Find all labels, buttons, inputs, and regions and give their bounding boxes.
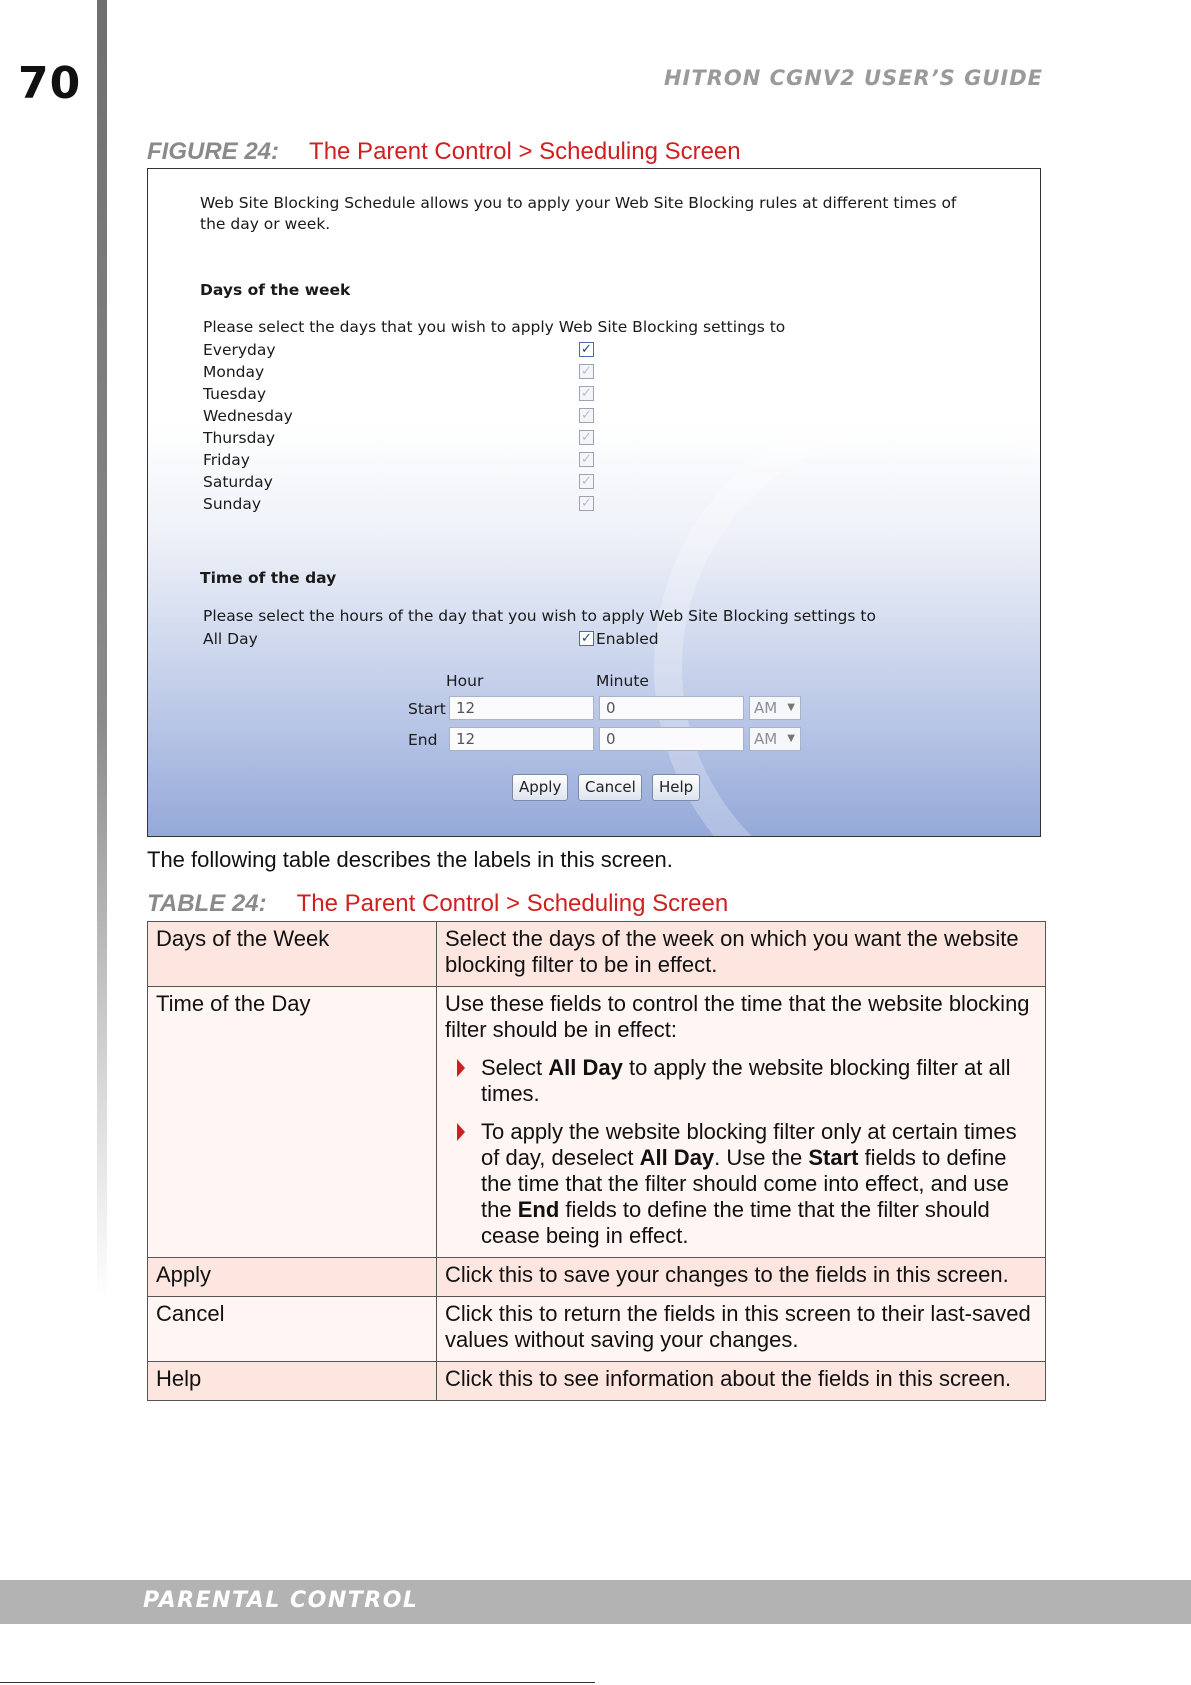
row-label: Apply — [148, 1258, 437, 1297]
row-label: Cancel — [148, 1297, 437, 1362]
days-instruction: Please select the days that you wish to apply Web Site Blocking settings to — [203, 318, 786, 336]
day-row-friday — [203, 449, 592, 471]
all-day-row — [203, 628, 659, 650]
days-heading: Days of the week — [200, 281, 351, 299]
day-row-saturday — [203, 471, 592, 493]
bullet-bold-text: Start — [808, 1145, 859, 1170]
bullet-text: To apply the website blocking filter only at certain times of day, deselect — [481, 1119, 1017, 1170]
everyday-checkbox[interactable]: ✓ — [579, 342, 594, 357]
day-label: Saturday — [203, 473, 273, 491]
day-label: Sunday — [203, 495, 261, 513]
table-row — [148, 922, 1046, 987]
thursday-checkbox[interactable]: ✓ — [579, 430, 594, 445]
wednesday-checkbox[interactable]: ✓ — [579, 408, 594, 423]
day-row-thursday — [203, 427, 592, 449]
table-row — [148, 1297, 1046, 1362]
bullet-bold-text: End — [517, 1197, 560, 1222]
day-row-wednesday — [203, 405, 592, 427]
all-day-label: All Day — [203, 630, 258, 648]
figure-caption — [147, 138, 741, 166]
all-day-enabled-checkbox[interactable]: ✓ — [579, 631, 594, 646]
table-caption — [147, 890, 728, 918]
enabled-label: Enabled — [596, 630, 659, 648]
bullet-item — [445, 1055, 1037, 1107]
sunday-checkbox[interactable]: ✓ — [579, 496, 594, 511]
day-label: Monday — [203, 363, 265, 381]
day-label: Thursday — [203, 429, 276, 447]
bullet-arrow-icon — [457, 1123, 465, 1141]
running-header: HITRON CGNV2 USER’S GUIDE — [663, 66, 1043, 90]
day-row-everyday — [203, 339, 592, 361]
row-label: Days of the Week — [148, 922, 437, 987]
hour-header: Hour — [446, 672, 484, 690]
start-ampm-value: AM — [754, 699, 778, 717]
start-ampm-select[interactable] — [749, 696, 801, 720]
bullet-item — [445, 1119, 1037, 1249]
schedule-intro-text: Web Site Blocking Schedule allows you to apply your Web Site Blocking rules at different times of the day or week. — [200, 194, 957, 233]
day-label: Wednesday — [203, 407, 293, 425]
day-row-tuesday — [203, 383, 592, 405]
help-button[interactable]: Help — [652, 774, 700, 801]
footer-rule — [0, 1682, 595, 1683]
day-label: Friday — [203, 451, 250, 469]
row-description: Select the days of the week on which you want the website blocking filter to be in effect. — [437, 922, 1046, 987]
bullet-text: fields to define the time that the filter should cease being in effect. — [481, 1197, 990, 1248]
start-hour-input[interactable]: 12 — [449, 696, 594, 720]
row-label: Help — [148, 1362, 437, 1401]
row-description-intro: Use these fields to control the time that the website blocking filter should be in effect: — [445, 991, 1030, 1042]
row-description: Click this to return the fields in this screen to their last-saved values without saving your changes. — [437, 1297, 1046, 1362]
chevron-down-icon: ▼ — [787, 733, 795, 744]
bullet-bold-text: All Day — [548, 1055, 623, 1080]
chevron-down-icon: ▼ — [787, 702, 795, 713]
end-ampm-select[interactable] — [749, 727, 801, 751]
page-number: 70 — [18, 58, 82, 109]
bullet-text: fields to define the time that the filter should come into effect, and use the — [481, 1145, 1009, 1222]
row-description — [437, 987, 1046, 1258]
day-label: Tuesday — [203, 385, 267, 403]
side-bar-decoration — [97, 0, 107, 1300]
end-ampm-value: AM — [754, 730, 778, 748]
cancel-button[interactable]: Cancel — [578, 774, 642, 801]
day-row-sunday — [203, 493, 592, 515]
figure-title: The Parent Control > Scheduling Screen — [309, 138, 741, 165]
scheduling-screenshot — [147, 168, 1041, 837]
row-description: Click this to see information about the fields in this screen. — [437, 1362, 1046, 1401]
end-hour-input[interactable]: 12 — [449, 727, 594, 751]
table-row — [148, 1258, 1046, 1297]
table-number: TABLE 24: — [147, 890, 267, 917]
apply-button[interactable]: Apply — [512, 774, 568, 801]
description-table — [147, 921, 1046, 1401]
start-label: Start — [408, 700, 446, 718]
day-row-monday — [203, 361, 592, 383]
row-label: Time of the Day — [148, 987, 437, 1258]
bullet-text: to apply the website blocking filter at all times. — [481, 1055, 1011, 1106]
day-label: Everyday — [203, 341, 276, 359]
end-minute-input[interactable]: 0 — [599, 727, 744, 751]
table-row — [148, 987, 1046, 1258]
table-title: The Parent Control > Scheduling Screen — [296, 890, 729, 917]
footer-band — [0, 1580, 1191, 1624]
minute-header: Minute — [596, 672, 649, 690]
bullet-text: Select — [481, 1055, 549, 1080]
bullet-bold-text: All Day — [639, 1145, 715, 1170]
bullet-text: . Use the — [714, 1145, 809, 1170]
figure-number: FIGURE 24: — [147, 138, 280, 165]
time-instruction: Please select the hours of the day that you wish to apply Web Site Blocking settings to — [203, 607, 876, 625]
time-heading: Time of the day — [200, 569, 337, 587]
tuesday-checkbox[interactable]: ✓ — [579, 386, 594, 401]
row-description: Click this to save your changes to the fields in this screen. — [437, 1258, 1046, 1297]
monday-checkbox[interactable]: ✓ — [579, 364, 594, 379]
table-row — [148, 1362, 1046, 1401]
end-label: End — [408, 731, 438, 749]
footer-section-title: PARENTAL CONTROL — [143, 1588, 419, 1613]
body-text: The following table describes the labels in this screen. — [147, 847, 673, 872]
saturday-checkbox[interactable]: ✓ — [579, 474, 594, 489]
start-minute-input[interactable]: 0 — [599, 696, 744, 720]
friday-checkbox[interactable]: ✓ — [579, 452, 594, 467]
bullet-arrow-icon — [457, 1059, 465, 1077]
